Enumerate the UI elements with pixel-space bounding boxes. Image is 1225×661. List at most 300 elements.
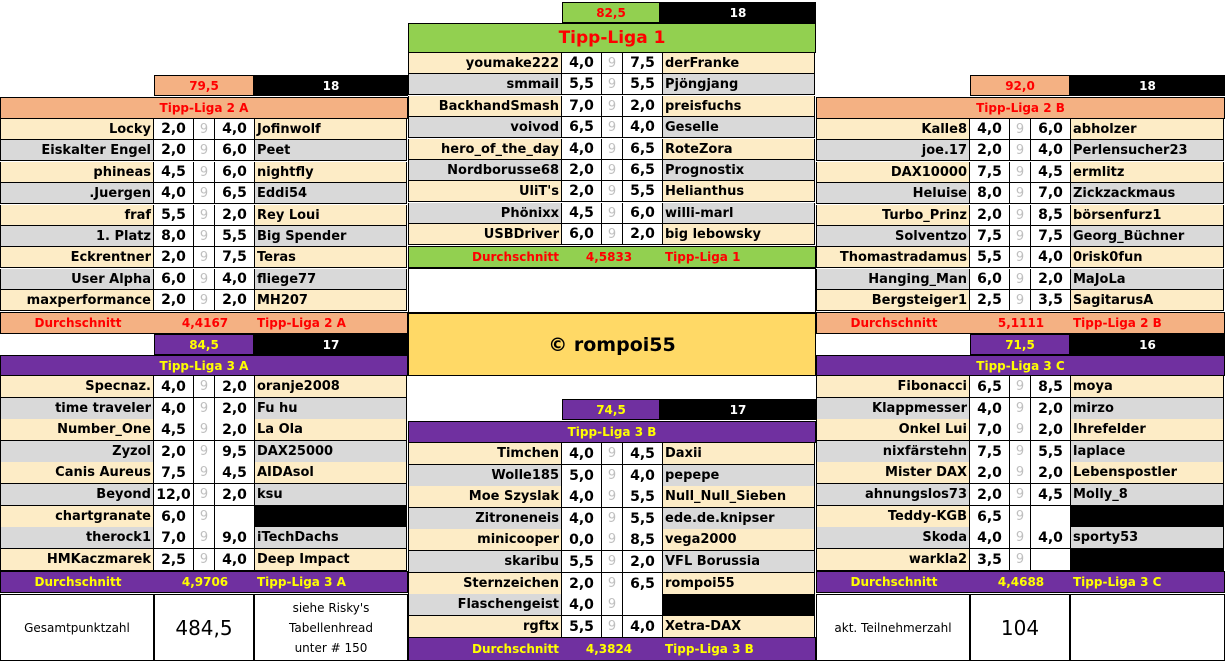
score-left: 4,0 [154, 398, 194, 420]
liga2b-average-name: Tipp-Liga 2 B [1073, 316, 1162, 330]
match-number: 9 [602, 96, 623, 117]
table-row [0, 398, 407, 420]
player-name-right: ermlitz [1071, 162, 1224, 183]
player-name-left: HMKaczmarek [0, 549, 154, 571]
liga3b-average-row [408, 637, 816, 661]
score-left: 4,0 [562, 508, 602, 530]
player-name-right: oranje2008 [255, 376, 407, 398]
match-number: 9 [1010, 269, 1031, 290]
match-number: 9 [602, 594, 623, 616]
player-name-right: vega2000 [663, 529, 815, 551]
liga3a-average-value: 4,9706 [181, 575, 229, 589]
player-name-left: hero_of_the_day [408, 139, 562, 160]
liga3c-average-name: Tipp-Liga 3 C [1073, 575, 1162, 589]
liga2a-score-bar [154, 75, 408, 96]
player-name-right: Prognostix [663, 160, 815, 181]
note-line-1: siehe Risky's [292, 600, 370, 615]
score-left: 8,0 [154, 226, 194, 247]
score-right: 2,0 [215, 398, 255, 420]
footer-empty-cell [1070, 594, 1225, 661]
player-name-left: phineas [0, 162, 154, 183]
score-right: 4,0 [623, 117, 663, 138]
match-number: 9 [1010, 462, 1031, 484]
copyright-banner: © rompoi55 [408, 313, 816, 376]
score-right: 4,0 [1031, 527, 1071, 549]
match-number: 9 [194, 119, 215, 140]
liga3a-title: Tipp-Liga 3 A [0, 355, 408, 376]
player-name-right: Lebenspostler [1071, 462, 1224, 484]
liga2b-average-label: Durchschnitt [850, 316, 938, 330]
score-left: 5,5 [154, 205, 194, 226]
score-left: 7,5 [154, 462, 194, 484]
score-left: 2,0 [970, 140, 1010, 161]
table-row [408, 96, 815, 117]
player-name-left: Zitroneneis [408, 508, 562, 530]
player-name-left: Heluise [816, 183, 970, 204]
player-name-right: Helianthus [663, 181, 815, 202]
player-name-left: Phönixx [408, 203, 562, 224]
table-row [408, 551, 815, 573]
liga1-average-name: Tipp-Liga 1 [665, 250, 741, 264]
player-name-left: Eckrentner [0, 247, 154, 268]
score-right: 9,5 [215, 441, 255, 463]
player-name-left: youmake222 [408, 53, 562, 74]
score-right: 6,0 [215, 162, 255, 183]
match-number: 9 [602, 529, 623, 551]
table-row [0, 441, 407, 463]
score-left: 6,0 [970, 269, 1010, 290]
player-name-left: DAX10000 [816, 162, 970, 183]
liga1-average-row [408, 246, 816, 268]
player-name-right: Jofinwolf [255, 119, 407, 140]
match-number: 9 [1010, 484, 1031, 506]
match-number: 9 [602, 465, 623, 487]
player-name-left: Turbo_Prinz [816, 205, 970, 226]
player-name-left: fraf [0, 205, 154, 226]
table-row [816, 441, 1224, 463]
score-right: 6,5 [623, 160, 663, 181]
note-line-2: Tabellenhread [289, 620, 373, 635]
player-name-left: Sternzeichen [408, 573, 562, 595]
score-left: 3,5 [970, 549, 1010, 571]
total-label: Gesamtpunktzahl [24, 620, 130, 635]
table-row [408, 139, 815, 160]
table-row [0, 376, 407, 398]
table-row [0, 506, 407, 528]
liga2b-average-row [816, 312, 1225, 334]
score-left: 2,0 [970, 484, 1010, 506]
player-name-right: iTechDachs [255, 527, 407, 549]
table-row [0, 462, 407, 484]
player-name-right: Big Spender [255, 226, 407, 247]
player-name-left: skaribu [408, 551, 562, 573]
player-name-left: Hanging_Man [816, 269, 970, 290]
score-left: 6,5 [970, 376, 1010, 398]
match-number: 9 [194, 290, 215, 311]
match-number: 9 [1010, 398, 1031, 420]
score-right: 2,0 [1031, 269, 1071, 290]
player-name-left: Number_One [0, 419, 154, 441]
score-left: 6,5 [562, 117, 602, 138]
match-number: 9 [602, 616, 623, 638]
score-right: 7,5 [1031, 226, 1071, 247]
liga1-score-bar [562, 2, 816, 23]
score-right [215, 506, 255, 528]
table-row [408, 160, 815, 181]
score-left: 4,0 [970, 119, 1010, 140]
table-row [408, 117, 815, 138]
table-row [816, 462, 1224, 484]
match-number: 9 [194, 549, 215, 571]
score-left: 2,5 [970, 290, 1010, 311]
score-right: 5,5 [215, 226, 255, 247]
score-left: 2,0 [562, 181, 602, 202]
player-name-right: ede.de.knipser [663, 508, 815, 530]
match-number: 9 [602, 53, 623, 74]
score-right: 2,0 [623, 224, 663, 245]
liga2a-average-value: 4,4167 [181, 316, 229, 330]
match-number: 9 [1010, 376, 1031, 398]
score-right: 4,0 [623, 616, 663, 638]
liga2a-average-label: Durchschnitt [34, 316, 122, 330]
score-right: 4,0 [1031, 247, 1071, 268]
table-row [408, 594, 815, 616]
match-number: 9 [194, 183, 215, 204]
score-left: 4,0 [154, 376, 194, 398]
player-name-left: chartgranate [0, 506, 154, 528]
player-name-right: moya [1071, 376, 1224, 398]
total-value: 484,5 [175, 615, 233, 640]
table-row [816, 290, 1224, 311]
player-name-right: pepepe [663, 465, 815, 487]
player-name-left: UliT's [408, 181, 562, 202]
score-right: 4,5 [1031, 484, 1071, 506]
table-row [408, 181, 815, 202]
player-name-left: Eiskalter Engel [0, 140, 154, 161]
player-name-left: minicooper [408, 529, 562, 551]
score-left: 12,0 [154, 484, 194, 506]
liga3b-score-bar [562, 399, 816, 420]
match-number: 9 [194, 226, 215, 247]
player-name-right: preisfuchs [663, 96, 815, 117]
match-number: 9 [602, 160, 623, 181]
player-name-left: Timchen [408, 443, 562, 465]
score-right: 2,0 [1031, 462, 1071, 484]
match-number: 9 [194, 376, 215, 398]
table-row [0, 527, 407, 549]
score-left: 0,0 [562, 529, 602, 551]
table-row [408, 53, 815, 74]
score-right: 6,0 [623, 203, 663, 224]
liga2a-count: 18 [254, 75, 408, 96]
score-right: 5,5 [623, 486, 663, 508]
liga3c-average-value: 4,4688 [997, 575, 1045, 589]
table-row [0, 269, 407, 290]
player-name-left: therock1 [0, 527, 154, 549]
match-number: 9 [1010, 119, 1031, 140]
table-row [408, 465, 815, 487]
liga3c-title: Tipp-Liga 3 C [816, 355, 1225, 376]
player-name-left: smmail [408, 74, 562, 95]
player-name-right: La Ola [255, 419, 407, 441]
match-number: 9 [602, 181, 623, 202]
match-number: 9 [1010, 506, 1031, 528]
score-right: 5,5 [623, 508, 663, 530]
player-name-right: willi-marl [663, 203, 815, 224]
score-right: 2,0 [1031, 398, 1071, 420]
player-name-right: SagitarusA [1071, 290, 1224, 311]
score-right: 4,0 [623, 465, 663, 487]
match-number: 9 [1010, 140, 1031, 161]
score-left: 4,5 [154, 419, 194, 441]
player-name-left: .Juergen [0, 183, 154, 204]
match-number: 9 [602, 443, 623, 465]
player-name-left: Klappmesser [816, 398, 970, 420]
player-name-right: laplace [1071, 441, 1224, 463]
match-number: 9 [1010, 205, 1031, 226]
score-left: 4,0 [562, 594, 602, 616]
liga2b-score-bar [970, 75, 1225, 96]
player-name-left: Mister DAX [816, 462, 970, 484]
match-number: 9 [194, 205, 215, 226]
player-name-right: Zickzackmaus [1071, 183, 1224, 204]
score-right: 4,5 [215, 462, 255, 484]
match-number: 9 [602, 551, 623, 573]
score-right: 7,0 [1031, 183, 1071, 204]
score-right: 6,5 [215, 183, 255, 204]
score-right: 4,5 [1031, 162, 1071, 183]
score-left: 6,0 [154, 506, 194, 528]
table-row [816, 398, 1224, 420]
player-name-right: Teras [255, 247, 407, 268]
player-name-right [255, 506, 407, 528]
score-right: 4,0 [215, 269, 255, 290]
score-right: 2,0 [215, 376, 255, 398]
player-name-left: Beyond [0, 484, 154, 506]
match-number: 9 [194, 398, 215, 420]
score-left: 7,0 [562, 96, 602, 117]
match-number: 9 [194, 269, 215, 290]
player-name-left: Specnaz. [0, 376, 154, 398]
liga3a-score: 84,5 [154, 334, 254, 355]
match-number: 9 [1010, 226, 1031, 247]
player-name-left: Nordborusse68 [408, 160, 562, 181]
match-number: 9 [194, 527, 215, 549]
liga3a-average-name: Tipp-Liga 3 A [257, 575, 346, 589]
liga3b-title: Tipp-Liga 3 B [408, 421, 816, 443]
score-right: 8,5 [1031, 376, 1071, 398]
score-right [1031, 549, 1071, 571]
score-right: 5,5 [623, 74, 663, 95]
liga3c-average-label: Durchschnitt [850, 575, 938, 589]
score-right: 2,0 [215, 419, 255, 441]
match-number: 9 [1010, 419, 1031, 441]
score-left: 7,5 [970, 441, 1010, 463]
score-right: 2,0 [623, 96, 663, 117]
table-row [816, 269, 1224, 290]
player-name-right: RoteZora [663, 139, 815, 160]
score-left: 2,0 [970, 205, 1010, 226]
liga3c-count: 16 [1070, 334, 1225, 355]
score-left: 6,0 [154, 269, 194, 290]
score-left: 2,0 [154, 140, 194, 161]
match-number: 9 [602, 117, 623, 138]
score-left: 4,5 [154, 162, 194, 183]
match-number: 9 [194, 247, 215, 268]
score-left: 7,0 [154, 527, 194, 549]
score-right: 5,5 [1031, 441, 1071, 463]
liga3b-count: 17 [660, 399, 816, 420]
score-right: 2,0 [215, 290, 255, 311]
player-name-right: fliege77 [255, 269, 407, 290]
table-row [408, 224, 815, 245]
player-name-right [1071, 549, 1224, 571]
table-row [0, 549, 407, 571]
player-name-left: Teddy-KGB [816, 506, 970, 528]
table-row [408, 529, 815, 551]
score-right: 2,0 [623, 551, 663, 573]
score-left: 5,5 [562, 74, 602, 95]
score-right: 4,0 [215, 549, 255, 571]
liga2b-count: 18 [1070, 75, 1225, 96]
score-right: 6,5 [623, 573, 663, 595]
player-name-right: Xetra-DAX [663, 616, 815, 638]
liga3a-count: 17 [254, 334, 408, 355]
table-row [0, 140, 407, 161]
player-name-right [663, 594, 815, 616]
score-right: 7,5 [623, 53, 663, 74]
match-number: 9 [1010, 183, 1031, 204]
score-right: 2,0 [1031, 419, 1071, 441]
liga3c-score-bar [970, 334, 1225, 355]
liga2a-average-name: Tipp-Liga 2 A [257, 316, 346, 330]
player-name-left: BackhandSmash [408, 96, 562, 117]
table-row [0, 119, 407, 140]
table-row [816, 162, 1224, 183]
player-name-left: Zyzol [0, 441, 154, 463]
table-row [0, 205, 407, 226]
match-number: 9 [194, 441, 215, 463]
score-left: 4,0 [562, 53, 602, 74]
table-row [0, 162, 407, 183]
player-name-right: derFranke [663, 53, 815, 74]
player-name-left: maxperformance [0, 290, 154, 311]
table-row [408, 616, 815, 638]
liga3c-average-row [816, 571, 1225, 593]
score-left: 4,0 [970, 527, 1010, 549]
player-name-right: MaJoLa [1071, 269, 1224, 290]
match-number: 9 [1010, 247, 1031, 268]
player-name-left: Wolle185 [408, 465, 562, 487]
table-row [0, 484, 407, 506]
score-right: 9,0 [215, 527, 255, 549]
player-name-right [1071, 506, 1224, 528]
table-row [816, 484, 1224, 506]
player-name-right: Pjöngjang [663, 74, 815, 95]
score-right: 5,5 [623, 181, 663, 202]
player-name-right: DAX25000 [255, 441, 407, 463]
player-name-left: Onkel Lui [816, 419, 970, 441]
liga1-title: Tipp-Liga 1 [408, 23, 816, 53]
player-name-right: Deep Impact [255, 549, 407, 571]
score-left: 2,0 [154, 441, 194, 463]
note-line-3: unter # 150 [294, 640, 368, 655]
score-left: 7,5 [970, 226, 1010, 247]
liga3c-score: 71,5 [970, 334, 1070, 355]
match-number: 9 [1010, 441, 1031, 463]
player-name-right: Ihrefelder [1071, 419, 1224, 441]
score-right: 7,5 [215, 247, 255, 268]
score-left: 5,5 [970, 247, 1010, 268]
participants-value-cell [970, 594, 1070, 661]
player-name-left: Bergsteiger1 [816, 290, 970, 311]
score-left: 2,0 [562, 573, 602, 595]
score-right: 2,0 [215, 484, 255, 506]
match-number: 9 [1010, 162, 1031, 183]
match-number: 9 [1010, 549, 1031, 571]
player-name-right: Georg_Büchner [1071, 226, 1224, 247]
score-right: 6,0 [215, 140, 255, 161]
score-right: 2,0 [215, 205, 255, 226]
score-right: 4,5 [623, 443, 663, 465]
table-row [0, 226, 407, 247]
participants-value: 104 [1000, 615, 1040, 640]
player-name-left: Solventzo [816, 226, 970, 247]
center-blank [408, 268, 816, 313]
score-left: 8,0 [970, 183, 1010, 204]
table-row [408, 573, 815, 595]
match-number: 9 [602, 74, 623, 95]
match-number: 9 [194, 419, 215, 441]
table-row [408, 443, 815, 465]
liga1-average-label: Durchschnitt [471, 250, 559, 264]
liga3b-average-name: Tipp-Liga 3 B [665, 642, 754, 656]
player-name-left: rgftx [408, 616, 562, 638]
liga3b-average-label: Durchschnitt [471, 642, 559, 656]
score-right: 6,5 [623, 139, 663, 160]
table-row [816, 226, 1224, 247]
score-left: 4,0 [970, 398, 1010, 420]
liga3b-score: 74,5 [562, 399, 660, 420]
player-name-right: ksu [255, 484, 407, 506]
score-left: 2,0 [970, 462, 1010, 484]
player-name-left: Fibonacci [816, 376, 970, 398]
score-right: 3,5 [1031, 290, 1071, 311]
liga2a-average-row [0, 312, 408, 334]
liga2a-score: 79,5 [154, 75, 254, 96]
liga2b-title: Tipp-Liga 2 B [816, 97, 1225, 119]
liga2a-title: Tipp-Liga 2 A [0, 97, 408, 119]
match-number: 9 [602, 139, 623, 160]
player-name-right: Molly_8 [1071, 484, 1224, 506]
player-name-right: big lebowsky [663, 224, 815, 245]
table-row [816, 183, 1224, 204]
liga3a-average-row [0, 571, 408, 593]
player-name-right: Geselle [663, 117, 815, 138]
table-row [816, 506, 1224, 528]
player-name-right: sporty53 [1071, 527, 1224, 549]
table-row [0, 419, 407, 441]
score-left: 4,0 [562, 443, 602, 465]
match-number: 9 [1010, 527, 1031, 549]
player-name-left: ahnungslos73 [816, 484, 970, 506]
player-name-left: Flaschengeist [408, 594, 562, 616]
score-left: 4,0 [562, 139, 602, 160]
match-number: 9 [194, 162, 215, 183]
liga1-count: 18 [660, 2, 816, 23]
table-row [816, 376, 1224, 398]
player-name-right: rompoi55 [663, 573, 815, 595]
